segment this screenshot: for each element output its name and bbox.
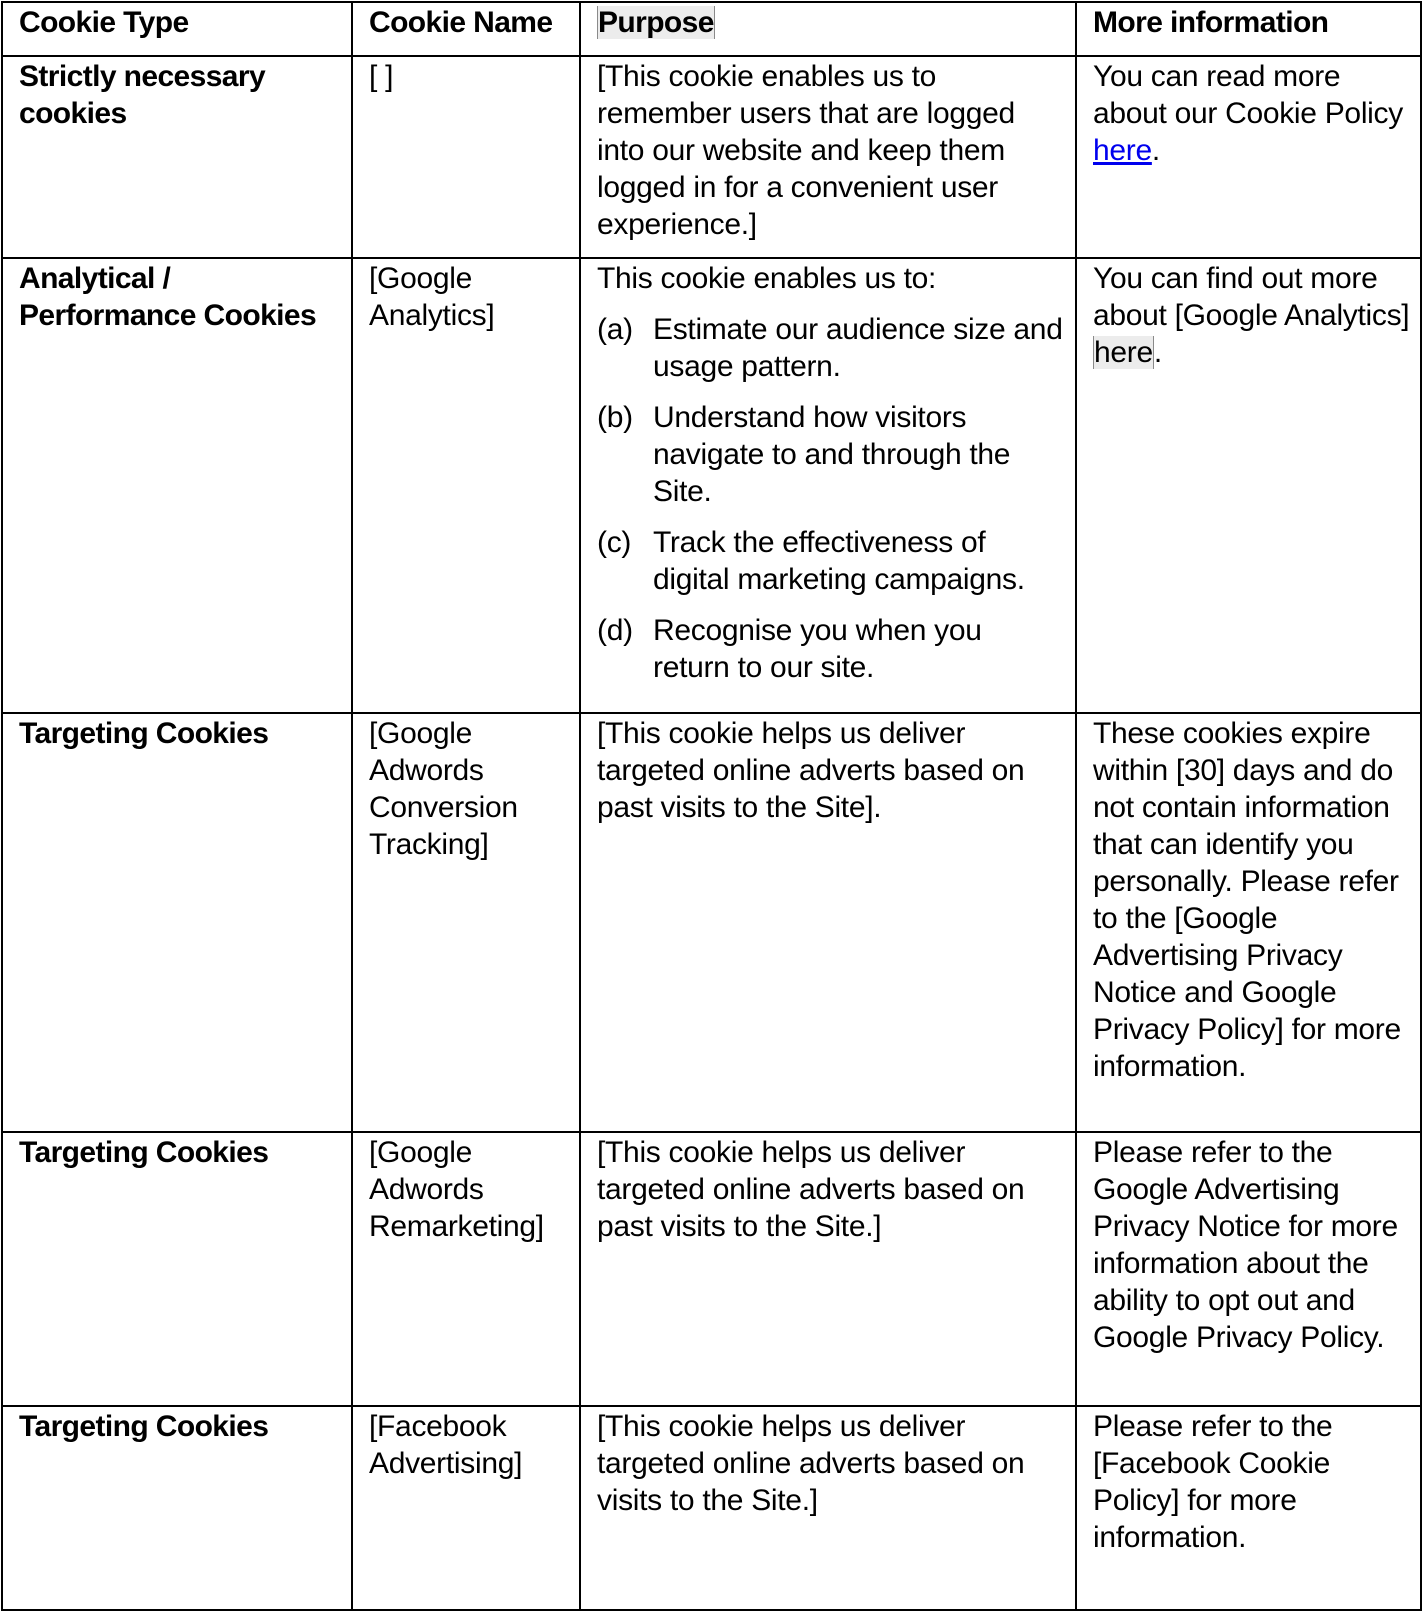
more-info-text: You can read more about our Cookie Policy <box>1093 60 1403 130</box>
purpose-cell: [This cookie helps us deliver targeted online adverts based on visits to the Site.] <box>580 1406 1076 1610</box>
list-marker: (a) <box>597 313 633 346</box>
header-purpose <box>580 2 1076 56</box>
cookie-table <box>1 1 1422 1611</box>
purpose-cell <box>580 258 1076 713</box>
more-info-cell <box>1076 56 1421 258</box>
cookie-name-cell: [Google Adwords Remarketing] <box>352 1132 580 1406</box>
header-purpose-text: Purpose <box>598 6 714 39</box>
header-cookie-name: Cookie Name <box>352 2 580 56</box>
more-info-cell <box>1076 258 1421 713</box>
list-item-text: Estimate our audience size and usage pattern. <box>653 313 1063 383</box>
header-row <box>2 2 1421 56</box>
cookie-name-cell: [Facebook Advertising] <box>352 1406 580 1610</box>
list-marker: (b) <box>597 401 633 434</box>
cookie-type-cell: Strictly necessary cookies <box>2 56 352 258</box>
list-marker: (d) <box>597 614 633 647</box>
list-item-text: Understand how visitors navigate to and through the Site. <box>653 401 1011 508</box>
purpose-intro: This cookie enables us to: <box>597 262 937 295</box>
list-item <box>597 524 1065 598</box>
list-item-text: Recognise you when you return to our site. <box>653 614 982 684</box>
cookie-type-cell: Targeting Cookies <box>2 1132 352 1406</box>
list-marker: (c) <box>597 526 632 559</box>
list-item <box>597 612 1065 686</box>
more-info-text: You can find out more about [Google Analytics] <box>1093 262 1410 332</box>
cookie-name-cell: [ ] <box>352 56 580 258</box>
cookie-name-cell: [Google Adwords Conversion Tracking] <box>352 713 580 1132</box>
purpose-cell: [This cookie helps us deliver targeted online adverts based on past visits to the Site.] <box>580 1132 1076 1406</box>
table-row <box>2 258 1421 713</box>
table-row <box>2 713 1421 1132</box>
table-row <box>2 1406 1421 1610</box>
cookie-policy-link[interactable]: here <box>1093 134 1152 167</box>
cookie-name-cell: [Google Analytics] <box>352 258 580 713</box>
table-row <box>2 1132 1421 1406</box>
header-cookie-type: Cookie Type <box>2 2 352 56</box>
cookie-type-cell: Targeting Cookies <box>2 713 352 1132</box>
more-info-cell: Please refer to the Google Advertising Privacy Notice for more information about the ability to opt out and Google Privacy Policy. <box>1076 1132 1421 1406</box>
cookie-type-cell: Targeting Cookies <box>2 1406 352 1610</box>
google-analytics-here-link[interactable]: here <box>1094 336 1153 369</box>
list-item-text: Track the effectiveness of digital marketing campaigns. <box>653 526 1025 596</box>
cookie-type-cell: Analytical / Performance Cookies <box>2 258 352 713</box>
purpose-list <box>597 311 1065 686</box>
more-info-cell: These cookies expire within [30] days and do not contain information that can identify you personally. Please refer to the [Google Advertising Privacy Notice and Google Privacy Policy] for more information. <box>1076 713 1421 1132</box>
purpose-cell: [This cookie helps us deliver targeted online adverts based on past visits to the Site]. <box>580 713 1076 1132</box>
more-info-suffix: . <box>1153 336 1162 369</box>
table-row <box>2 56 1421 258</box>
list-item <box>597 399 1065 510</box>
list-item <box>597 311 1065 385</box>
header-more-information: More information <box>1076 2 1421 56</box>
more-info-cell: Please refer to the [Facebook Cookie Policy] for more information. <box>1076 1406 1421 1610</box>
purpose-cell: [This cookie enables us to remember users that are logged into our website and keep them logged in for a convenient user experience.] <box>580 56 1076 258</box>
more-info-suffix: . <box>1151 134 1160 167</box>
